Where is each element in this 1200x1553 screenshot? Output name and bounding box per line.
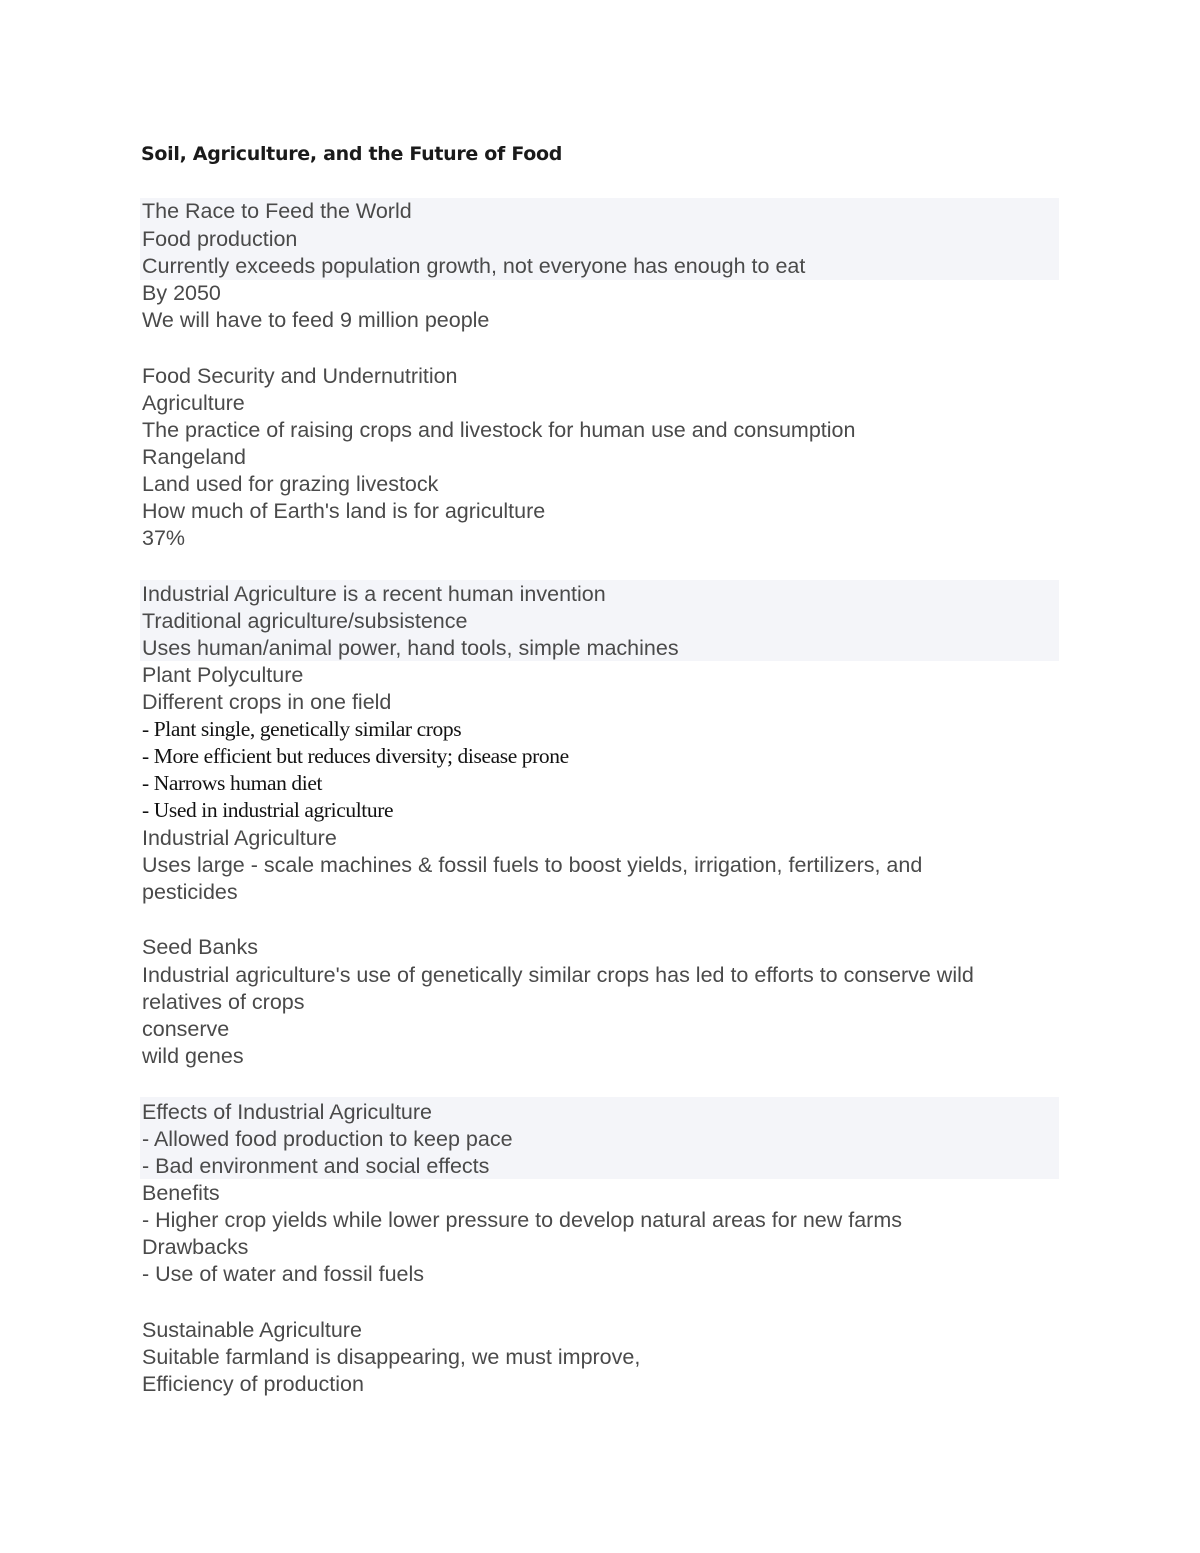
definition: Industrial agriculture's use of genetically similar crops has led to efforts to conserve wild	[142, 963, 974, 987]
definition: Currently exceeds population growth, not everyone has enough to eat	[142, 254, 806, 278]
definition: We will have to feed 9 million people	[142, 308, 490, 332]
section-heading: Industrial Agriculture is a recent human invention	[142, 582, 606, 606]
term: By 2050	[142, 281, 221, 305]
document-title: Soil, Agriculture, and the Future of Food	[141, 143, 563, 165]
term: conserve	[142, 1017, 230, 1041]
term: Drawbacks	[142, 1235, 249, 1259]
definition: Land used for grazing livestock	[142, 472, 439, 496]
definition-continued: relatives of crops	[142, 990, 305, 1014]
definition: 37%	[142, 526, 186, 550]
definition: Suitable farmland is disappearing, we must improve,	[142, 1345, 641, 1369]
bullet-item: - Plant single, genetically similar crops	[142, 717, 462, 741]
term: Plant Polyculture	[142, 663, 304, 687]
term: Food production	[142, 227, 298, 251]
term: How much of Earth's land is for agriculture	[142, 499, 546, 523]
term: Traditional agriculture/subsistence	[142, 609, 468, 633]
term: Benefits	[142, 1181, 220, 1205]
definition: Uses human/animal power, hand tools, simple machines	[142, 636, 679, 660]
section-heading: Sustainable Agriculture	[142, 1318, 362, 1342]
section-heading: The Race to Feed the World	[142, 199, 412, 223]
definition: wild genes	[142, 1044, 244, 1068]
bullet-item: - Bad environment and social effects	[142, 1154, 490, 1178]
section-heading: Food Security and Undernutrition	[142, 364, 458, 388]
bullet-item: - Used in industrial agriculture	[142, 798, 394, 822]
term: Agriculture	[142, 391, 245, 415]
term: Rangeland	[142, 445, 247, 469]
section-heading: Effects of Industrial Agriculture	[142, 1100, 432, 1124]
section-heading: Seed Banks	[142, 935, 258, 959]
definition: Uses large - scale machines & fossil fuels to boost yields, irrigation, fertilizers, and	[142, 853, 923, 877]
definition: Efficiency of production	[142, 1372, 364, 1396]
bullet-item: - Higher crop yields while lower pressure to develop natural areas for new farms	[142, 1208, 903, 1232]
bullet-item: - Allowed food production to keep pace	[142, 1127, 513, 1151]
bullet-item: - More efficient but reduces diversity; disease prone	[142, 744, 569, 768]
bullet-item: - Narrows human diet	[142, 771, 323, 795]
definition: The practice of raising crops and livestock for human use and consumption	[142, 418, 856, 442]
term: Industrial Agriculture	[142, 826, 337, 850]
definition: Different crops in one field	[142, 690, 392, 714]
definition-continued: pesticides	[142, 880, 238, 904]
bullet-item: - Use of water and fossil fuels	[142, 1262, 425, 1286]
